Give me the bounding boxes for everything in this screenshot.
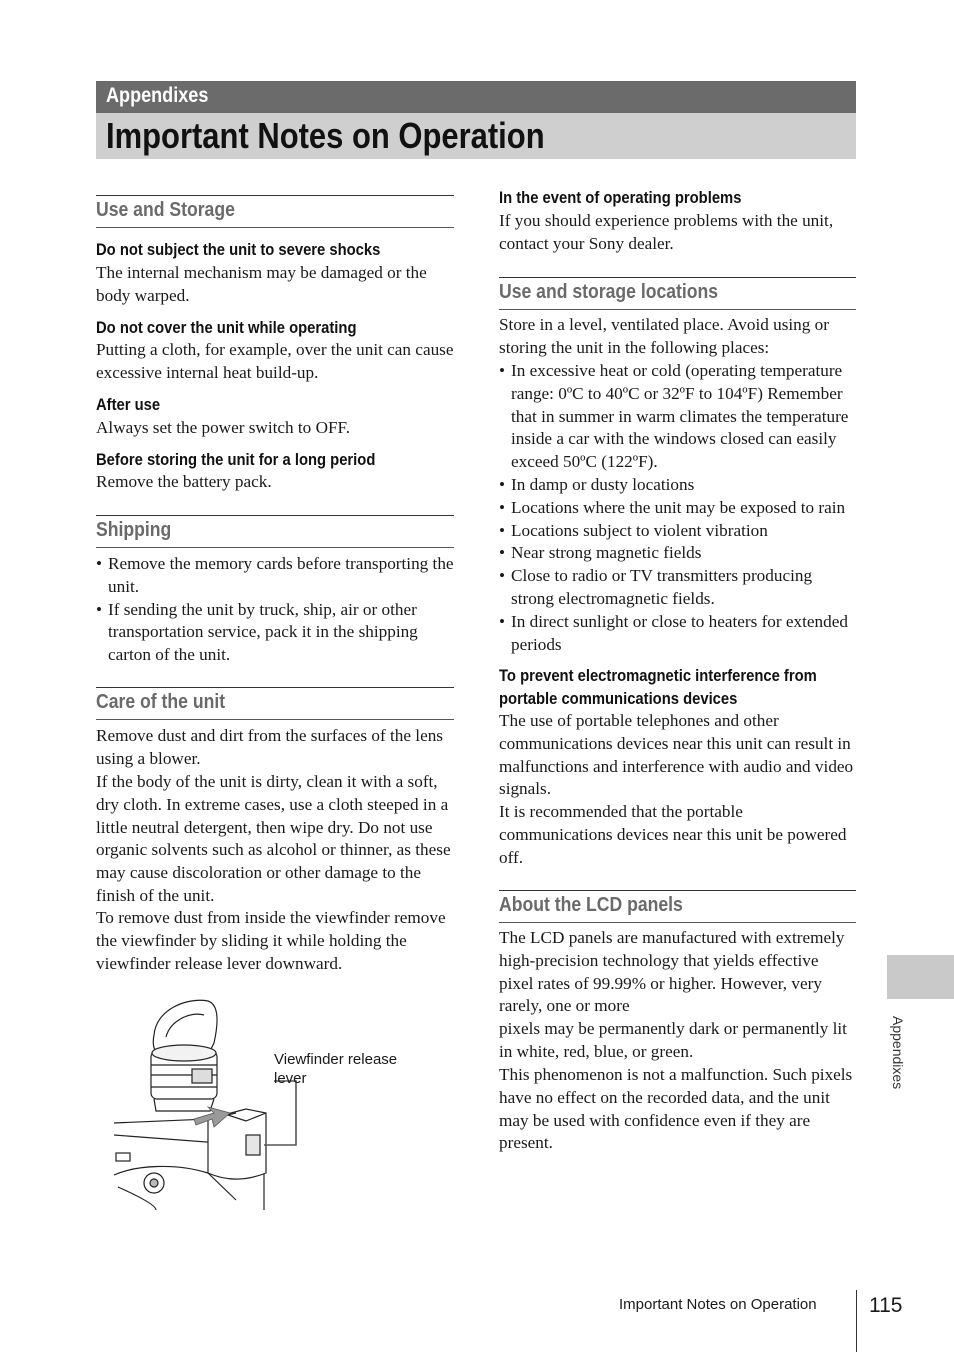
chapter-title: Appendixes: [106, 84, 209, 107]
locations-list: [499, 360, 856, 656]
paragraph-lcd-1: The LCD panels are manufactured with extremely high-precision technology that yields effective pixel rates of 99.99% or higher. However, very rarely, one or more: [499, 928, 845, 1016]
list-item: • Near strong magnetic fields: [499, 542, 856, 565]
subheading-interference-2: portable communications devices: [499, 689, 738, 708]
paragraph-care-3: To remove dust from inside the viewfinder remove the viewfinder by sliding it while holding the viewfinder release lever downward.: [96, 908, 446, 973]
section-heading-use-storage: Use and Storage: [96, 195, 454, 228]
section-heading-lcd: About the LCD panels: [499, 890, 856, 923]
paragraph-operating-problems: If you should experience problems with the unit, contact your Sony dealer.: [499, 211, 834, 253]
footer-title: Important Notes on Operation: [619, 1296, 817, 1313]
chapter-bar: [96, 81, 856, 113]
subheading-operating-problems: In the event of operating problems: [499, 188, 742, 207]
paragraph-cover: Putting a cloth, for example, over the unit can cause excessive internal heat build-up.: [96, 340, 454, 382]
subheading-shocks: Do not subject the unit to severe shocks: [96, 240, 381, 259]
paragraph-shocks: The internal mechanism may be damaged or the body warped.: [96, 263, 427, 305]
subheading-after-use: After use: [96, 395, 161, 414]
page-title-bar: [96, 113, 856, 159]
subheading-interference-1: To prevent electromagnetic interference from: [499, 666, 817, 685]
paragraph-care-2: If the body of the unit is dirty, clean it with a soft, dry cloth. In extreme cases, use a cloth steeped in a little neutral detergent, then wipe dry. Do not use organic solvents such as alcohol or thinner, as these may cause discoloration or other damage to the finish of the unit.: [96, 772, 451, 905]
list-item: • In excessive heat or cold (operating temperature range: 0ºC to 40ºC or 32ºF to 104ºF) Remember that in summer in warm climates the temperature inside a car with the windows closed can easily exceed 50ºC (122ºF).: [499, 360, 856, 474]
section-heading-shipping: Shipping: [96, 515, 454, 548]
list-item: • In damp or dusty locations: [499, 474, 856, 497]
list-item: • Locations subject to violent vibration: [499, 520, 856, 543]
shipping-list: [96, 553, 454, 667]
list-item: • Locations where the unit may be exposed to rain: [499, 497, 856, 520]
list-item: • Close to radio or TV transmitters producing strong electromagnetic fields.: [499, 565, 856, 611]
list-item: • Remove the memory cards before transporting the unit.: [96, 553, 454, 599]
page-number: 115: [869, 1294, 903, 1317]
subheading-cover: Do not cover the unit while operating: [96, 318, 357, 337]
side-tab: [887, 955, 954, 999]
footer-divider: [856, 1290, 857, 1352]
page-title: Important Notes on Operation: [106, 115, 545, 156]
paragraph-locations-intro: Store in a level, ventilated place. Avoid using or storing the unit in the following places:: [499, 315, 829, 357]
side-label: Appendixes: [890, 1016, 906, 1090]
paragraph-lcd-3: This phenomenon is not a malfunction. Such pixels have no effect on the recorded data, and the unit may be used with confidence even if they are present.: [499, 1065, 853, 1153]
paragraph-care-1: Remove dust and dirt from the surfaces of the lens using a blower.: [96, 726, 443, 768]
paragraph-storing: Remove the battery pack.: [96, 472, 272, 491]
viewfinder-illustration: [96, 995, 456, 1215]
section-heading-locations: Use and storage locations: [499, 277, 856, 310]
paragraph-interference-2: It is recommended that the portable communications devices near this unit be powered off.: [499, 802, 847, 867]
paragraph-interference-1: The use of portable telephones and other communications devices near this unit can result in malfunctions and interference with audio and video signals.: [499, 711, 854, 799]
paragraph-lcd-2: pixels may be permanently dark or permanently lit in white, red, blue, or green.: [499, 1019, 847, 1061]
paragraph-after-use: Always set the power switch to OFF.: [96, 418, 351, 437]
list-item: • In direct sunlight or close to heaters for extended periods: [499, 611, 856, 657]
list-item: • If sending the unit by truck, ship, air or other transportation service, pack it in the shipping carton of the unit.: [96, 599, 454, 667]
section-heading-care: Care of the unit: [96, 687, 454, 720]
figure-caption: Viewfinder release lever: [274, 1051, 398, 1087]
subheading-storing: Before storing the unit for a long period: [96, 450, 376, 469]
